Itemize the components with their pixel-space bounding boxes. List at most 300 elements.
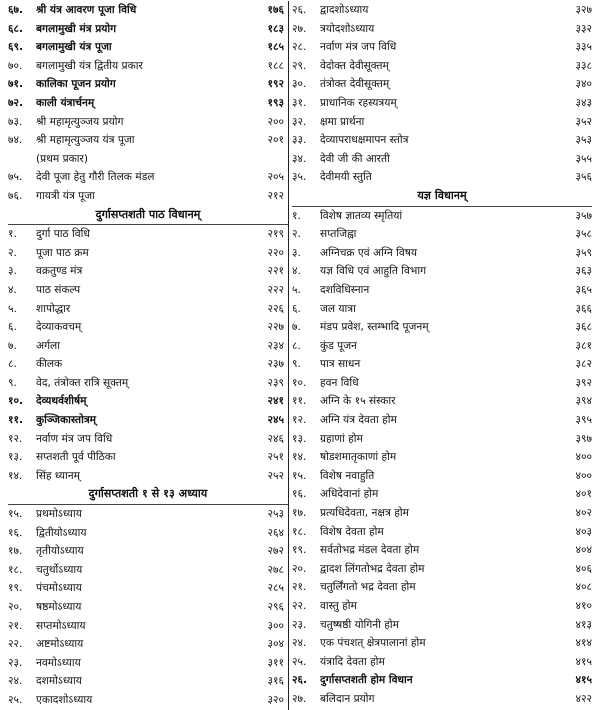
- entry-title: देवी पूजा हेतु गौरी तिलक मंडल: [36, 171, 155, 184]
- entry-title: चतुष्षष्ठी योगिनी होम: [320, 618, 399, 631]
- toc-entry: [8, 467, 288, 486]
- toc-entry: [292, 131, 592, 150]
- entry-page-number: ४१०: [575, 600, 592, 612]
- entry-number: २९.: [292, 59, 307, 72]
- toc-entry: [8, 579, 288, 598]
- entry-page-number: १९२: [267, 78, 284, 91]
- entry-page-number: ३११: [267, 656, 284, 669]
- entry-page-number: ३५२: [575, 115, 592, 128]
- entry-number: १३.: [292, 432, 307, 445]
- entry-number: १४.: [292, 451, 307, 464]
- entry-page-number: ३६३: [575, 265, 592, 278]
- toc-entry: [292, 578, 592, 597]
- entry-page-number: ४००: [575, 469, 592, 482]
- entry-title: तृतीयोऽध्याय: [36, 545, 84, 558]
- entry-number: २२.: [292, 600, 307, 612]
- toc-entry: [8, 187, 288, 206]
- entry-number: ६.: [292, 302, 301, 315]
- entry-page-number: ३२०: [267, 693, 284, 706]
- entry-page-number: २५२: [267, 469, 284, 482]
- entry-page-number: ३०४: [267, 638, 284, 651]
- toc-entry: [8, 411, 288, 430]
- entry-page-number: ३३२: [575, 22, 592, 35]
- entry-page-number: १८३: [267, 22, 284, 35]
- entry-page-number: १७६: [267, 4, 284, 16]
- entry-title: यंत्रादि देवता होम: [320, 655, 385, 668]
- entry-title: वक्रतुण्ड मंत्र: [36, 265, 83, 278]
- toc-entry: [292, 671, 592, 690]
- toc-entry: [292, 467, 592, 486]
- entry-number: ७६.: [8, 189, 23, 202]
- entry-title: द्वितीयोऽध्याय: [36, 526, 87, 539]
- toc-entry: [292, 300, 592, 319]
- entry-number: १५.: [292, 469, 307, 482]
- entry-number: ८.: [8, 358, 17, 371]
- entry-title: वास्तु होम: [320, 600, 357, 612]
- entry-page-number: ४००: [575, 451, 592, 464]
- entry-number: २४.: [8, 675, 23, 688]
- toc-entry: [8, 561, 288, 580]
- entry-page-number: ३९५: [575, 414, 592, 427]
- entry-title: अग्निचक्र एवं अग्नि विषय: [320, 246, 418, 259]
- entry-title: प्रत्यधिदेवता, नक्षत्र होम: [320, 507, 409, 520]
- entry-number: १२.: [8, 432, 23, 445]
- toc-entry: [8, 38, 288, 57]
- entry-title: अधिदेवानां होम: [320, 488, 379, 501]
- toc-entry: [8, 57, 288, 76]
- toc-entry: [292, 244, 592, 263]
- section-heading-yagya: यज्ञ विधानम्: [292, 187, 592, 207]
- entry-title: षष्ठमोऽध्याय: [36, 601, 82, 613]
- toc-entry: [8, 691, 288, 710]
- entry-number: २१.: [8, 619, 23, 632]
- entry-number: १८.: [292, 525, 307, 538]
- entry-page-number: २२७: [267, 321, 284, 334]
- entry-title: दुर्गासप्तशती होम विधान: [320, 674, 413, 687]
- toc-entry: [292, 168, 592, 187]
- entry-number: १०.: [292, 376, 307, 389]
- entry-title: श्री महामृत्युञ्जय प्रयोग: [36, 115, 124, 128]
- entry-page-number: २९६: [267, 601, 284, 613]
- entry-page-number: ३२७: [575, 4, 592, 16]
- entry-page-number: २२०: [267, 246, 284, 259]
- entry-number: ६७.: [8, 4, 24, 16]
- entry-number: ७५.: [8, 171, 23, 184]
- entry-number: २८.: [292, 41, 307, 54]
- toc-entry: [292, 75, 592, 94]
- entry-page-number: ३९२: [575, 376, 592, 389]
- entry-number: १४.: [8, 469, 23, 482]
- toc-entry: [292, 504, 592, 523]
- entry-title: प्रथमोऽध्याय: [36, 508, 82, 521]
- entry-page-number: ३३८: [575, 59, 592, 72]
- entry-number: २५.: [8, 693, 23, 706]
- entry-number: २६.: [292, 674, 308, 687]
- entry-title: यज्ञ विधि एवं आहुति विभाग: [320, 265, 427, 278]
- toc-entry: [8, 318, 288, 337]
- entry-title: कुंड पूजन: [320, 339, 357, 352]
- entry-page-number: २००: [267, 115, 284, 128]
- entry-title: क्षमा प्रार्थना: [320, 115, 365, 128]
- toc-entry: [292, 262, 592, 281]
- entry-page-number: ३९७: [575, 432, 592, 445]
- entry-number: २२.: [8, 638, 23, 651]
- entry-title: पात्र साधन: [320, 358, 361, 371]
- toc-entry: [292, 113, 592, 132]
- entry-number: ४.: [8, 283, 17, 296]
- entry-page-number: २७८: [267, 563, 284, 576]
- entry-title: देव्यथर्वशीर्षम्: [36, 395, 87, 408]
- toc-entry: [8, 430, 288, 449]
- entry-number: ७०.: [8, 59, 23, 72]
- entry-title: देव्याकवचम्: [36, 321, 82, 334]
- left-section1-entries: [8, 225, 288, 485]
- toc-entry: [292, 207, 592, 226]
- entry-number: ३०.: [292, 78, 307, 91]
- entry-page-number: २२१: [267, 265, 284, 278]
- entry-title: बगलामुखी यंत्र पूजा: [36, 41, 112, 54]
- entry-page-number: १८५: [267, 41, 284, 54]
- entry-title: द्वादशोऽध्याय: [320, 4, 369, 16]
- entry-number: १७.: [292, 507, 307, 520]
- entry-page-number: ४१५: [575, 655, 592, 668]
- entry-title: देवीमयी स्तुति: [320, 171, 372, 184]
- entry-page-number: ४०३: [575, 525, 592, 538]
- toc-entry: [8, 225, 288, 244]
- entry-number: ३१.: [292, 96, 307, 109]
- entry-page-number: २०५: [267, 171, 284, 184]
- toc-entry: [292, 337, 592, 356]
- toc-entry: [8, 598, 288, 617]
- entry-page-number: ३४०: [575, 78, 592, 91]
- entry-page-number: ४०१: [575, 488, 592, 501]
- entry-page-number: ३३५: [575, 41, 592, 54]
- entry-page-number: २४६: [267, 432, 284, 445]
- entry-number: ५.: [292, 283, 301, 296]
- toc-entry: [292, 392, 592, 411]
- toc-entry: [8, 524, 288, 543]
- entry-page-number: २०१: [267, 134, 284, 147]
- entry-title: शापोद्धार: [36, 302, 71, 315]
- entry-title: बगलामुखी यंत्र द्वितीय प्रकार: [36, 59, 143, 72]
- toc-entry: [292, 485, 592, 504]
- entry-number: १०.: [8, 395, 24, 408]
- entry-title: बगलामुखी मंत्र प्रयोग: [36, 22, 117, 35]
- entry-number: २५.: [292, 655, 307, 668]
- entry-number: १९.: [292, 544, 307, 557]
- entry-page-number: २१९: [267, 228, 284, 241]
- entry-page-number: २३४: [267, 339, 284, 352]
- entry-page-number: ३००: [267, 619, 284, 632]
- entry-number: ७.: [292, 321, 301, 334]
- entry-number: २०.: [8, 601, 23, 613]
- entry-title: सप्तमोऽध्याय: [36, 619, 86, 632]
- toc-entry: [8, 1, 288, 20]
- entry-title: श्री यंत्र आवरण पूजा विधि: [36, 4, 137, 16]
- entry-number: १८.: [8, 563, 23, 576]
- toc-entry: [8, 635, 288, 654]
- entry-number: १.: [8, 228, 17, 241]
- entry-number: ११.: [8, 414, 24, 427]
- toc-entry: [8, 672, 288, 691]
- entry-page-number: ४०४: [575, 544, 592, 557]
- entry-number: १३.: [8, 451, 23, 464]
- entry-title: दशविधिस्नान: [320, 283, 370, 296]
- right-section1-entries: [292, 207, 592, 709]
- entry-number: ३३.: [292, 134, 307, 147]
- entry-page-number: ४२२: [575, 692, 592, 705]
- entry-number: ३.: [292, 246, 301, 259]
- entry-number: ७३.: [8, 115, 23, 128]
- entry-title: बलिदान प्रयोग: [320, 692, 375, 705]
- entry-title: एक पंचशत् क्षेत्रपालानां होम: [320, 637, 426, 650]
- entry-page-number: २५१: [267, 451, 284, 464]
- entry-page-number: १८८: [267, 59, 284, 72]
- entry-page-number: २६४: [267, 526, 284, 539]
- toc-entry: [292, 541, 592, 560]
- toc-entry: [8, 75, 288, 94]
- toc-entry: [8, 20, 288, 39]
- toc-entry: [8, 244, 288, 263]
- entry-page-number: ३५९: [575, 246, 592, 259]
- entry-number: ३४.: [292, 152, 307, 165]
- entry-title: मंडप प्रवेश, स्तम्भादि पूजनम्: [320, 321, 429, 334]
- entry-page-number: २२६: [267, 302, 284, 315]
- entry-title: पूजा पाठ क्रम: [36, 246, 89, 259]
- entry-title: सप्तशती पूर्व पीठिका: [36, 451, 116, 464]
- toc-entry: [8, 392, 288, 411]
- entry-title: चतुर्लिंगतो भद्र देवता होम: [320, 581, 416, 594]
- entry-title: श्री महामृत्युञ्जय यंत्र पूजा: [36, 134, 135, 147]
- section-heading-chapters: दुर्गासप्तशती १ से १३ अध्याय: [8, 485, 288, 505]
- entry-page-number: ४०६: [575, 562, 592, 575]
- toc-entry: [292, 411, 592, 430]
- entry-title: ग्रहाणां होम: [320, 432, 363, 445]
- entry-title: अग्नि यंत्र देवता होम: [320, 414, 397, 427]
- left-top-entries: [8, 1, 288, 150]
- toc-entry: [292, 281, 592, 300]
- entry-title: नर्वाण मंत्र जप विधि: [36, 432, 113, 445]
- entry-page-number: ३६५: [575, 283, 592, 296]
- left-column: [8, 1, 289, 710]
- entry-title: विशेष ज्ञातव्य स्मृतियां: [320, 209, 403, 222]
- entry-number: २३.: [292, 618, 307, 631]
- toc-entry: [292, 448, 592, 467]
- entry-title: सिंह ध्यानम्: [36, 469, 80, 482]
- left-mid-entries: [8, 168, 288, 205]
- toc-entry: [292, 38, 592, 57]
- toc-entry: [8, 617, 288, 636]
- entry-title: दशमोऽध्याय: [36, 675, 82, 688]
- toc-entry: [292, 355, 592, 374]
- entry-number: १६.: [292, 488, 307, 501]
- entry-page-number: २४१: [267, 395, 284, 408]
- toc-entry: [292, 560, 592, 579]
- entry-title: दुर्गा पाठ विधि: [36, 228, 90, 241]
- entry-page-number: २३७: [267, 358, 284, 371]
- entry-page-number: ४१४: [575, 637, 592, 650]
- toc-entry: [292, 374, 592, 393]
- entry-title: त्रयोदशोऽध्याय: [320, 22, 375, 35]
- entry-number: २.: [292, 228, 301, 241]
- entry-number: १९.: [8, 582, 23, 595]
- entry-title: कीलक: [36, 358, 63, 371]
- entry-page-number: ३५६: [575, 171, 592, 184]
- toc-entry: [8, 300, 288, 319]
- entry-page-number: ३५५: [575, 152, 592, 165]
- entry-number: ७.: [8, 339, 17, 352]
- entry-title: कुञ्जिकास्तोत्रम्: [36, 414, 97, 427]
- entry-number: ७१.: [8, 78, 24, 91]
- entry-page-number: २४५: [267, 414, 284, 427]
- entry-title: प्राधानिक रहस्यत्रयम्: [320, 96, 397, 109]
- toc-entry: [8, 542, 288, 561]
- toc-entry: [292, 430, 592, 449]
- entry-page-number: ३५८: [575, 228, 592, 241]
- entry-number: ७२.: [8, 96, 24, 109]
- entry-title: द्वादश लिंगतोभद्र देवता होम: [320, 562, 425, 575]
- entry-number: २७.: [292, 692, 307, 705]
- toc-entry: [8, 281, 288, 300]
- entry-title: तंत्रोक्त देवीसूक्तम्: [320, 78, 390, 91]
- right-column: [292, 1, 592, 709]
- entry-title: जल यात्रा: [320, 302, 356, 315]
- entry-page-number: ३८२: [575, 358, 592, 371]
- toc-entry: [292, 634, 592, 653]
- toc-entry: [8, 337, 288, 356]
- entry-page-number: २८५: [267, 582, 284, 595]
- entry-title: सर्वतोभद्र मंडल देवता होम: [320, 544, 420, 557]
- entry-number: १५.: [8, 508, 23, 521]
- entry-number: १६.: [8, 526, 23, 539]
- entry-page-number: ४१३: [575, 618, 592, 631]
- entry-number: १२.: [292, 414, 307, 427]
- entry-title: षोडशमातृकाणां होम: [320, 451, 397, 464]
- entry-page-number: ३६८: [575, 321, 592, 334]
- entry-title: चतुर्थोऽध्याय: [36, 563, 83, 576]
- toc-entry: [292, 150, 592, 169]
- entry-page-number: २३९: [267, 376, 284, 389]
- entry-title: विशेष देवता होम: [320, 525, 384, 538]
- entry-number: ३.: [8, 265, 17, 278]
- entry-page-number: १९३: [267, 96, 284, 109]
- entry-number: ११.: [292, 395, 307, 408]
- entry-title: पंचमोऽध्याय: [36, 582, 82, 595]
- entry-number: ९.: [292, 358, 301, 371]
- toc-entry: [292, 653, 592, 672]
- right-top-entries: [292, 1, 592, 187]
- entry-number: २६.: [292, 4, 307, 16]
- entry-title: नर्वाण मंत्र जप विधि: [320, 41, 397, 54]
- entry-number: २३.: [8, 656, 23, 669]
- entry-title: देवी जी की आरती: [320, 152, 390, 165]
- entry-page-number: ४०२: [575, 507, 592, 520]
- toc-entry: [292, 1, 592, 20]
- entry-number: ४.: [292, 265, 301, 278]
- entry-number: १.: [292, 209, 301, 222]
- entry-page-number: ३१६: [267, 675, 284, 688]
- toc-entry: [8, 168, 288, 187]
- toc-entry: [8, 355, 288, 374]
- toc-entry: [8, 94, 288, 113]
- entry-title: विशेष नवाहुति: [320, 469, 375, 482]
- entry-number: २.: [8, 246, 17, 259]
- entry-number: ३५.: [292, 171, 307, 184]
- entry-title: हवन विधि: [320, 376, 359, 389]
- entry-number: ३२.: [292, 115, 307, 128]
- entry-number: ९.: [8, 376, 17, 389]
- toc-entry: [292, 523, 592, 542]
- entry-number: २७.: [292, 22, 307, 35]
- entry-number: २४.: [292, 637, 307, 650]
- entry-page-number: ३५३: [575, 134, 592, 147]
- toc-entry: [292, 57, 592, 76]
- left-section2-entries: [8, 505, 288, 710]
- entry-title: एकादशोऽध्याय: [36, 693, 93, 706]
- entry-number: ६९.: [8, 41, 24, 54]
- continuation-line: [8, 150, 288, 169]
- entry-title: नवमोऽध्याय: [36, 656, 81, 669]
- toc-entry: [8, 448, 288, 467]
- entry-title: काली यंत्रार्चनम्: [36, 96, 95, 109]
- entry-page-number: ३४३: [575, 96, 592, 109]
- entry-title: अष्टमोऽध्याय: [36, 638, 84, 651]
- entry-title: सप्तजिह्वा: [320, 228, 357, 241]
- entry-title: वेदोक्त देवीसूक्तम्: [320, 59, 389, 72]
- toc-entry: [292, 616, 592, 635]
- continuation-text: (प्रथम प्रकार): [36, 152, 89, 165]
- toc-entry: [292, 690, 592, 709]
- entry-page-number: ४०८: [575, 581, 592, 594]
- toc-entry: [292, 20, 592, 39]
- entry-number: ८.: [292, 339, 301, 352]
- entry-page-number: २७२: [267, 545, 284, 558]
- entry-number: ५.: [8, 302, 17, 315]
- toc-entry: [8, 374, 288, 393]
- toc-entry: [8, 113, 288, 132]
- toc-entry: [8, 654, 288, 673]
- entry-number: ६.: [8, 321, 17, 334]
- entry-page-number: ३८१: [575, 339, 592, 352]
- entry-title: देव्यापराधक्षमापन स्तोत्र: [320, 134, 409, 147]
- entry-page-number: २२२: [267, 283, 284, 296]
- entry-number: १७.: [8, 545, 23, 558]
- toc-entry: [8, 131, 288, 150]
- entry-title: वेद, तंत्रोक्त रात्रि सूक्तम्: [36, 376, 129, 389]
- entry-title: गायत्री यंत्र पूजा: [36, 189, 95, 202]
- toc-entry: [292, 318, 592, 337]
- entry-title: कालिका पूजन प्रयोग: [36, 78, 116, 91]
- entry-number: २०.: [292, 562, 307, 575]
- entry-page-number: ३९४: [575, 395, 592, 408]
- entry-page-number: ३५७: [575, 209, 592, 222]
- entry-number: २१.: [292, 581, 307, 594]
- toc-entry: [292, 225, 592, 244]
- entry-title: अग्नि के १५ संस्कार: [320, 395, 396, 408]
- entry-page-number: ४१५: [575, 674, 592, 687]
- entry-page-number: ३६६: [575, 302, 592, 315]
- entry-number: ६८.: [8, 22, 24, 35]
- entry-title: अर्गला: [36, 339, 60, 352]
- entry-number: ७४.: [8, 134, 23, 147]
- entry-title: पाठ संकल्प: [36, 283, 81, 296]
- toc-entry: [292, 94, 592, 113]
- toc-entry: [8, 262, 288, 281]
- entry-page-number: २५३: [267, 508, 284, 521]
- toc-entry: [8, 505, 288, 524]
- section-heading-path: दुर्गासप्तशती पाठ विधानम्: [8, 206, 288, 226]
- entry-page-number: २१२: [267, 189, 284, 202]
